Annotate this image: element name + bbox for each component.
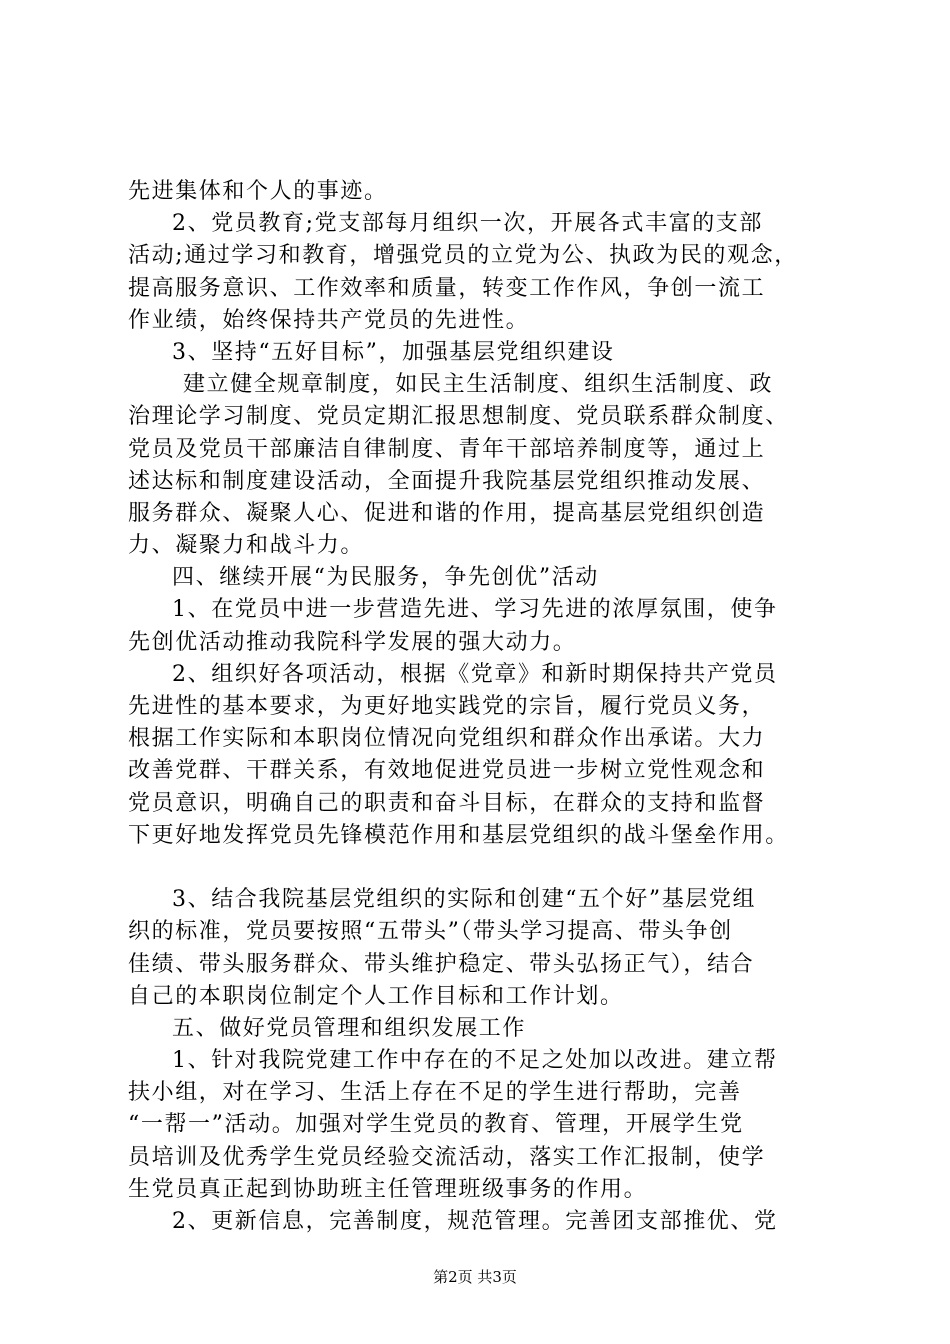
blank-line (128, 852, 840, 884)
paragraph-start: 2、组织好各项活动，根据《党章》和新时期保持共产党员 (172, 661, 778, 687)
text-line: 根据工作实际和本职岗位情况向党组织和群众作出承诺。大力 (128, 726, 766, 752)
paragraph-start: 1、针对我院党建工作中存在的不足之处加以改进。建立帮 (172, 1048, 778, 1074)
text-line: 力、凝聚力和战斗力。 (128, 533, 365, 559)
page-number-footer: 第2页 共3页 (433, 1268, 517, 1286)
text-line: 自己的本职岗位制定个人工作目标和工作计划。 (128, 983, 624, 1009)
text-line: 作业绩，始终保持共产党员的先进性。 (128, 307, 530, 333)
text-line: “一帮一”活动。加强对学生党员的教育、管理，开展学生党 (128, 1112, 744, 1138)
text-line: 生党员真正起到协助班主任管理班级事务的作用。 (128, 1176, 648, 1202)
paragraph-start: 1、在党员中进一步营造先进、学习先进的浓厚氛围，使争 (172, 597, 778, 623)
text-line: 佳绩、带头服务群众、带头维护稳定、带头弘扬正气），结合 (128, 951, 755, 977)
text-line: 扶小组，对在学习、生活上存在不足的学生进行帮助，完善 (128, 1080, 742, 1106)
text-line: 提高服务意识、工作效率和质量，转变工作作风，争创一流工 (128, 275, 766, 301)
text-line: 织的标准，党员要按照“五带头”（带头学习提高、带头争创 (128, 919, 733, 945)
text-line: 治理论学习制度、党员定期汇报思想制度、党员联系群众制度、 (128, 404, 789, 430)
text-line: 活动;通过学习和教育，增强党员的立党为公、执政为民的观念， (128, 243, 798, 269)
text-line: 下更好地发挥党员先锋模范作用和基层党组织的战斗堡垒作用。 (128, 822, 789, 848)
section-heading: 五、做好党员管理和组织发展工作 (172, 1015, 527, 1041)
text-line: 先进集体和个人的事迹。 (128, 179, 388, 204)
paragraph-start: 2、党员教育;党支部每月组织一次，开展各式丰富的支部 (172, 211, 764, 237)
text-line: 党员意识，明确自己的职责和奋斗目标，在群众的支持和监督 (128, 790, 766, 816)
text-line: 改善党群、干群关系，有效地促进党员进一步树立党性观念和 (128, 758, 766, 784)
paragraph-start: 2、更新信息，完善制度，规范管理。完善团支部推优、党 (172, 1209, 778, 1234)
section-heading: 3、坚持“五好目标”，加强基层党组织建设 (172, 339, 615, 365)
text-line: 先进性的基本要求，为更好地实践党的宗旨，履行党员义务， (128, 694, 766, 719)
text-line: 先创优活动推动我院科学发展的强大动力。 (128, 629, 577, 655)
document-body (128, 176, 840, 1238)
text-line: 员培训及优秀学生党员经验交流活动，落实工作汇报制，使学 (128, 1144, 766, 1170)
section-heading: 四、继续开展“为民服务，争先创优”活动 (172, 565, 599, 591)
text-line: 党员及党员干部廉洁自律制度、青年干部培养制度等，通过上 (128, 436, 766, 462)
paragraph-start: 建立健全规章制度，如民主生活制度、组织生活制度、政 (183, 372, 774, 398)
text-line: 服务群众、凝聚人心、促进和谐的作用，提高基层党组织创造 (128, 500, 766, 526)
paragraph-start: 3、结合我院基层党组织的实际和创建“五个好”基层党组 (172, 887, 757, 913)
text-line: 述达标和制度建设活动，全面提升我院基层党组织推动发展、 (128, 468, 766, 494)
